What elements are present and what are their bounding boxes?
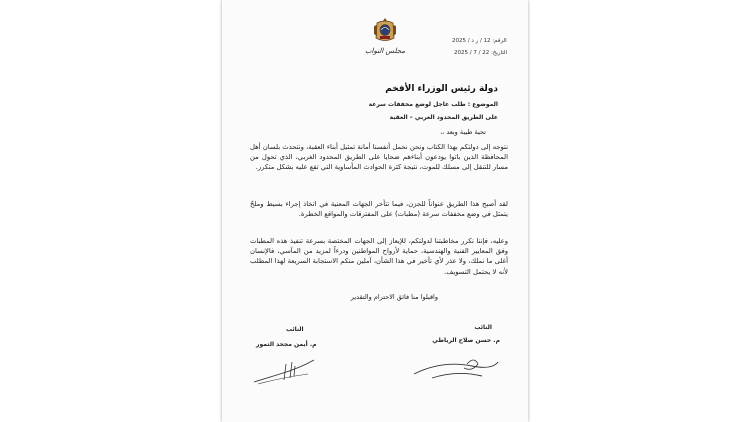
subject-line-continued: على الطريق المحدود الغربي – العقبة bbox=[389, 114, 498, 121]
council-name: مجلس النواب bbox=[364, 47, 406, 55]
signatory-name: م. حسن صلاح الرياطي bbox=[432, 337, 500, 344]
letter-page bbox=[222, 0, 528, 422]
reference-number: الرقم: 12 / ر د / 2025 bbox=[452, 38, 507, 44]
paragraph-3: وعليه، فإننا نكرر مخاطبتنا لدولتكم، للإيعاز إلى الجهات المختصة بسرعة تنفيذ هذه المطبات وفق المعايير الفنية والهندسية، حماية لأرواح المواطنين ودرءاً لمزيد من المآسي، فالإنسان أغلى ما نملك، ولا عذر لأي تأخير في هذا الشأن، آملين منكم الاستجابة السريعة لهذا المطلب لأنه لا يحتمل التسويف. bbox=[250, 237, 508, 276]
jordan-coat-of-arms-icon bbox=[370, 16, 400, 44]
addressee-heading: دولة رئيس الوزراء الأفخم bbox=[385, 84, 498, 94]
letter-date: التاريخ: 22 / 7 / 2025 bbox=[454, 50, 508, 56]
paragraph-1: نتوجه إلى دولتكم بهذا الكتاب ونحن نحمل أنفسنا أمانة تمثيل أبناء العقبة، ونتحدث بلسان أهل المحافظة الذين باتوا يودعون أبناءهم ضحايا على الطريق المحدود الغربي، الذي تحول من مسار للتنقل إلى مسلك للموت، نتيجة كثرة الحوادث المأساوية التي تقع عليه بشكل متكرر. bbox=[250, 143, 508, 172]
greeting: تحية طيبة وبعد ،، bbox=[440, 128, 486, 136]
subject-line: الموضوع : طلب عاجل لوضع مخففات سرعة bbox=[368, 101, 498, 108]
signatory-title: النائب bbox=[474, 324, 492, 331]
paragraph-2: لقد أصبح هذا الطريق عنواناً للحزن، فيما تتأخر الجهات المعنية في اتخاذ إجراء بسيط وملحّ يتمثل في وضع مخففات سرعة (مطبات) على المفترقات والمواقع الخطرة. bbox=[250, 200, 508, 219]
signature-left bbox=[250, 352, 320, 388]
closing-line: واقبلوا منا فائق الاحترام والتقدير bbox=[350, 293, 438, 301]
signatory-title: النائب bbox=[286, 326, 304, 333]
signatory-name: م. أيمن مجحد التمور bbox=[256, 341, 317, 348]
signature-right bbox=[412, 352, 502, 382]
